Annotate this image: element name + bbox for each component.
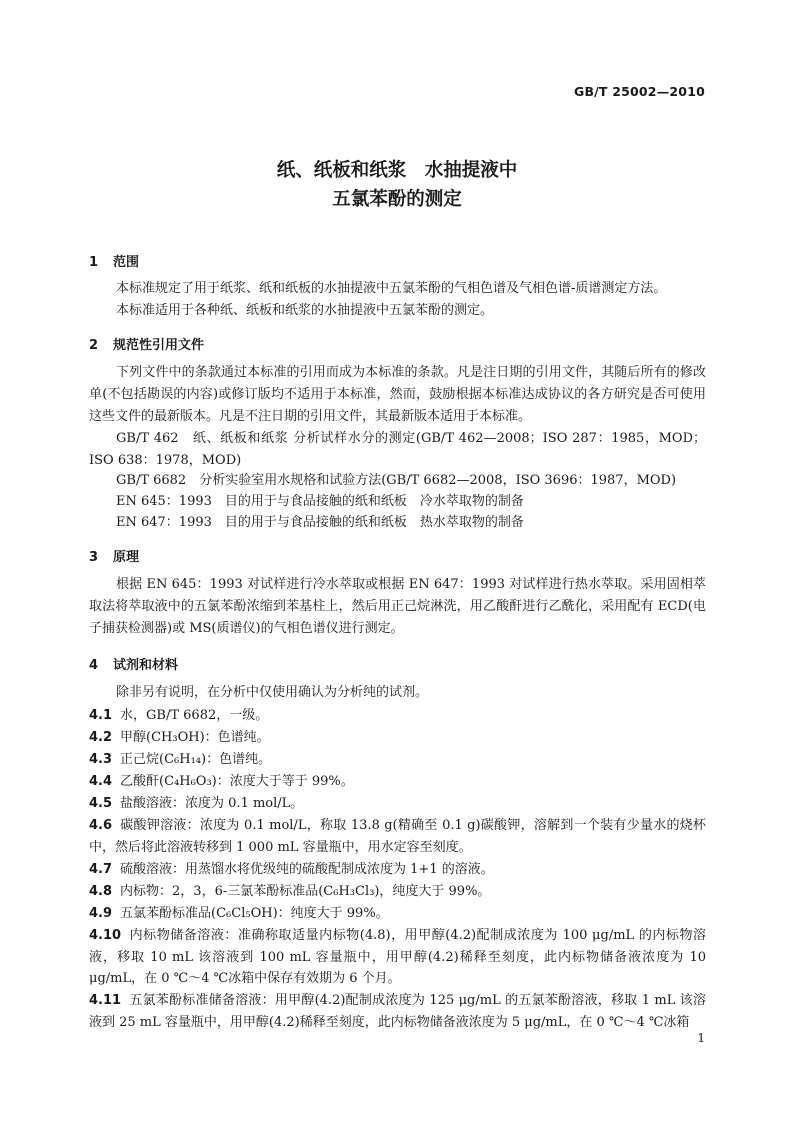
item-text: 甲醇(CH₃OH)：色谱纯。 bbox=[120, 730, 270, 745]
reference-gbt462: GB/T 462 纸、纸板和纸浆 分析试样水分的测定(GB/T 462—2008；ISO 287：1985，MOD；ISO 638：1978，MOD) bbox=[89, 431, 706, 468]
section-number: 3 bbox=[89, 550, 99, 565]
section-number: 2 bbox=[89, 338, 99, 353]
standard-number: GB/T 25002—2010 bbox=[573, 84, 705, 99]
item-text: 五氯苯酚标准储备溶液：用甲醇(4.2)配制成浓度为 125 μg/mL 的五氯苯酚溶液，移取 1 mL 该溶液到 25 mL 容量瓶中，用甲醇(4.2)稀释至刻度，此内标物储备液浓度为 5 μg/mL，在 0 ℃～4 ℃冰箱 bbox=[89, 993, 706, 1030]
section-number: 1 bbox=[89, 255, 99, 270]
section-heading-principle bbox=[89, 546, 139, 565]
scope-paragraph-1: 本标准规定了用于纸浆、纸和纸板的水抽提液中五氯苯酚的气相色谱及气相色谱-质谱测定方法。 bbox=[116, 281, 667, 296]
item-text: 硫酸溶液：用蒸馏水将优级纯的硫酸配制成浓度为 1+1 的溶液。 bbox=[120, 862, 494, 877]
item-text: 内标物储备溶液：准确称取适量内标物(4.8)，用甲醇(4.2)配制成浓度为 100 μg/mL 的内标物溶液，移取 10 mL 该溶液到 100 mL 容量瓶中，用甲醇(4.2)稀释至刻度，此内标物储备液浓度为 10 μg/mL，在 0 ℃～4 ℃冰箱中保存有效期为 6 个月。 bbox=[89, 928, 706, 986]
references-intro-paragraph: 下列文件中的条款通过本标准的引用而成为本标准的条款。凡是注日期的引用文件，其随后所有的修改单(不包括勘误的内容)或修订版均不适用于本标准，然而，鼓励根据本标准达成协议的各方研究是否可使用这些文件的最新版本。凡是不注日期的引用文件，其最新版本适用于本标准。 bbox=[89, 365, 706, 424]
scope-paragraph-2: 本标准适用于各种纸、纸板和纸浆的水抽提液中五氯苯酚的测定。 bbox=[116, 303, 494, 318]
item-text: 五氯苯酚标准品(C₆Cl₅OH)：纯度大于 99%。 bbox=[120, 906, 389, 921]
reagents-intro: 除非另有说明，在分析中仅使用确认为分析纯的试剂。 bbox=[116, 685, 429, 700]
section-title: 规范性引用文件 bbox=[113, 338, 205, 353]
document-title-line1: 纸、纸板和纸浆 水抽提液中 bbox=[276, 160, 518, 181]
reagent-item bbox=[89, 990, 706, 1033]
item-number: 4.6 bbox=[89, 818, 113, 833]
section-number: 4 bbox=[89, 658, 99, 673]
reagent-item bbox=[89, 727, 706, 749]
item-number: 4.5 bbox=[89, 796, 113, 811]
reagent-item bbox=[89, 749, 706, 771]
reagent-item bbox=[89, 903, 706, 925]
reagent-item bbox=[89, 925, 706, 990]
item-number: 4.9 bbox=[89, 906, 113, 921]
reference-gbt6682: GB/T 6682 分析实验室用水规格和试验方法(GB/T 6682—2008，ISO 3696：1987，MOD) bbox=[116, 473, 677, 488]
section-title: 范围 bbox=[113, 255, 140, 270]
item-text: 水，GB/T 6682，一级。 bbox=[120, 708, 269, 723]
item-number: 4.4 bbox=[89, 774, 113, 789]
section-title: 试剂和材料 bbox=[113, 658, 179, 673]
section-heading-reagents bbox=[89, 654, 178, 673]
item-text: 正己烷(C₆H₁₄)：色谱纯。 bbox=[120, 752, 272, 767]
item-text: 乙酸酐(C₄H₆O₃)：浓度大于等于 99%。 bbox=[120, 774, 354, 789]
item-number: 4.3 bbox=[89, 752, 113, 767]
page-number: 1 bbox=[697, 1031, 705, 1045]
principle-paragraph: 根据 EN 645：1993 对试样进行冷水萃取或根据 EN 647：1993 对试样进行热水萃取。采用固相萃取法将萃取液中的五氯苯酚浓缩到苯基柱上，然后用正己烷淋洗，用乙酸酐进行乙酰化，采用配有 ECD(电子捕获检测器)或 MS(质谱仪)的气相色谱仪进行测定。 bbox=[89, 577, 706, 636]
reagent-item bbox=[89, 793, 706, 815]
item-number: 4.11 bbox=[89, 993, 122, 1008]
item-text: 碳酸钾溶液：浓度为 0.1 mol/L，称取 13.8 g(精确至 0.1 g)碳酸钾，溶解到一个装有少量水的烧杯中，然后将此溶液转移到 1 000 mL 容量瓶中，用水定容至刻度。 bbox=[89, 818, 706, 855]
reagent-item bbox=[89, 705, 706, 727]
reagent-item bbox=[89, 771, 706, 793]
section-heading-normative-references bbox=[89, 334, 204, 353]
reference-en647: EN 647：1993 目的用于与食品接触的纸和纸板 热水萃取物的制备 bbox=[116, 515, 524, 530]
reagent-item bbox=[89, 859, 706, 881]
document-title-line2: 五氯苯酚的测定 bbox=[332, 189, 462, 210]
section-heading-scope bbox=[89, 251, 139, 270]
reagent-item bbox=[89, 881, 706, 903]
item-number: 4.10 bbox=[89, 928, 122, 943]
reagent-item bbox=[89, 815, 706, 858]
item-number: 4.2 bbox=[89, 730, 113, 745]
item-number: 4.7 bbox=[89, 862, 113, 877]
item-text: 内标物：2，3，6-三氯苯酚标准品(C₆H₃Cl₃)，纯度大于 99%。 bbox=[120, 884, 491, 899]
section-title: 原理 bbox=[113, 550, 140, 565]
item-number: 4.1 bbox=[89, 708, 113, 723]
item-number: 4.8 bbox=[89, 884, 113, 899]
reference-en645: EN 645：1993 目的用于与食品接触的纸和纸板 冷水萃取物的制备 bbox=[116, 494, 524, 509]
item-text: 盐酸溶液：浓度为 0.1 mol/L。 bbox=[120, 796, 304, 811]
